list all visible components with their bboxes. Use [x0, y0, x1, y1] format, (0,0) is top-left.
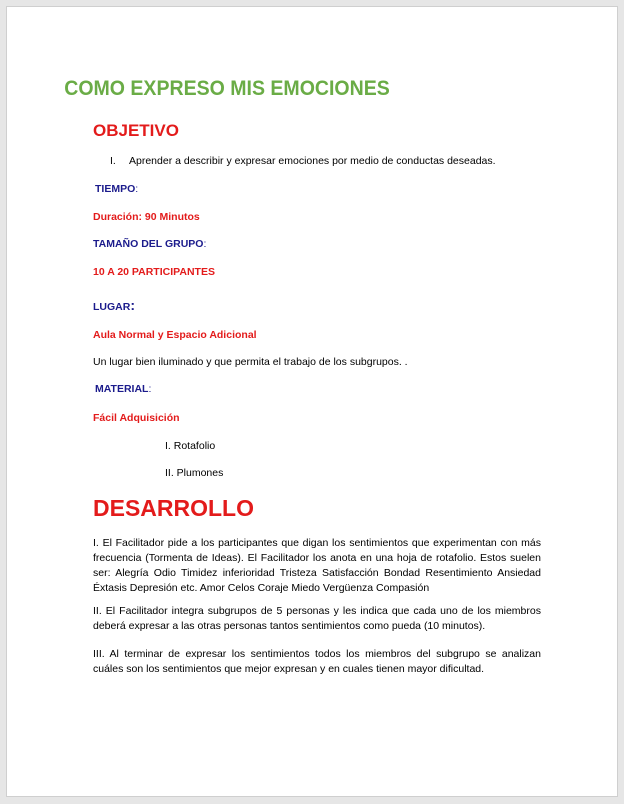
lugar-label-line: [93, 297, 135, 313]
tiempo-colon: :: [135, 183, 139, 195]
grupo-label-line: [93, 238, 206, 250]
material-item-rotafolio: I. Rotafolio: [165, 440, 216, 452]
material-value: Fácil Adquisición: [93, 412, 180, 424]
grupo-label: TAMAÑO DEL GRUPO: [93, 238, 204, 250]
document-page: [6, 6, 618, 797]
grupo-colon: :: [203, 238, 207, 250]
lugar-description: Un lugar bien iluminado y que permita el trabajo de los subgrupos. .: [93, 356, 408, 368]
objetivo-item-number: I.: [110, 155, 116, 167]
desarrollo-paragraph-1: I. El Facilitador pide a los participantes que digan los sentimientos que experimentan con más frecuencia (Tormenta de Ideas). El Facilitador los anota en una hoja de rotafolio. Estos suelen ser: Alegría Odio Timidez inferioridad Tristeza Satisfacción Bondad Resentimiento Ansiedad Éxtasis Depresión etc. Amor Celos Coraje Miedo Vergüenza Compasión: [93, 537, 541, 594]
desarrollo-paragraph-3: III. Al terminar de expresar los sentimientos todos los miembros del subgrupo se analizan cuáles son los sentimientos que mejor expresan y en cuales tienen mayor dificultad.: [93, 648, 541, 675]
material-label-line: [95, 383, 151, 395]
lugar-colon: :: [130, 297, 136, 313]
objetivo-item-text: Aprender a describir y expresar emociones por medio de conductas deseadas.: [129, 155, 496, 167]
material-colon: :: [148, 383, 152, 395]
material-label: MATERIAL: [95, 383, 149, 395]
tiempo-label-line: [95, 183, 138, 195]
objetivo-heading: OBJETIVO: [93, 121, 179, 140]
tiempo-label: TIEMPO: [95, 183, 136, 195]
material-item-plumones: II. Plumones: [165, 467, 224, 479]
document-title: COMO EXPRESO MIS EMOCIONES: [64, 77, 390, 100]
desarrollo-paragraph-2: II. El Facilitador integra subgrupos de 5 personas y les indica que cada uno de los miembros deberá expresar a las otras personas tantos sentimientos como pueda (10 minutos).: [93, 605, 541, 632]
desarrollo-heading: DESARROLLO: [93, 495, 254, 521]
lugar-label: LUGAR: [93, 301, 131, 313]
lugar-value: Aula Normal y Espacio Adicional: [93, 329, 257, 341]
grupo-value: 10 A 20 PARTICIPANTES: [93, 266, 215, 278]
tiempo-value: Duración: 90 Minutos: [93, 211, 200, 223]
objetivo-item: [110, 155, 496, 167]
